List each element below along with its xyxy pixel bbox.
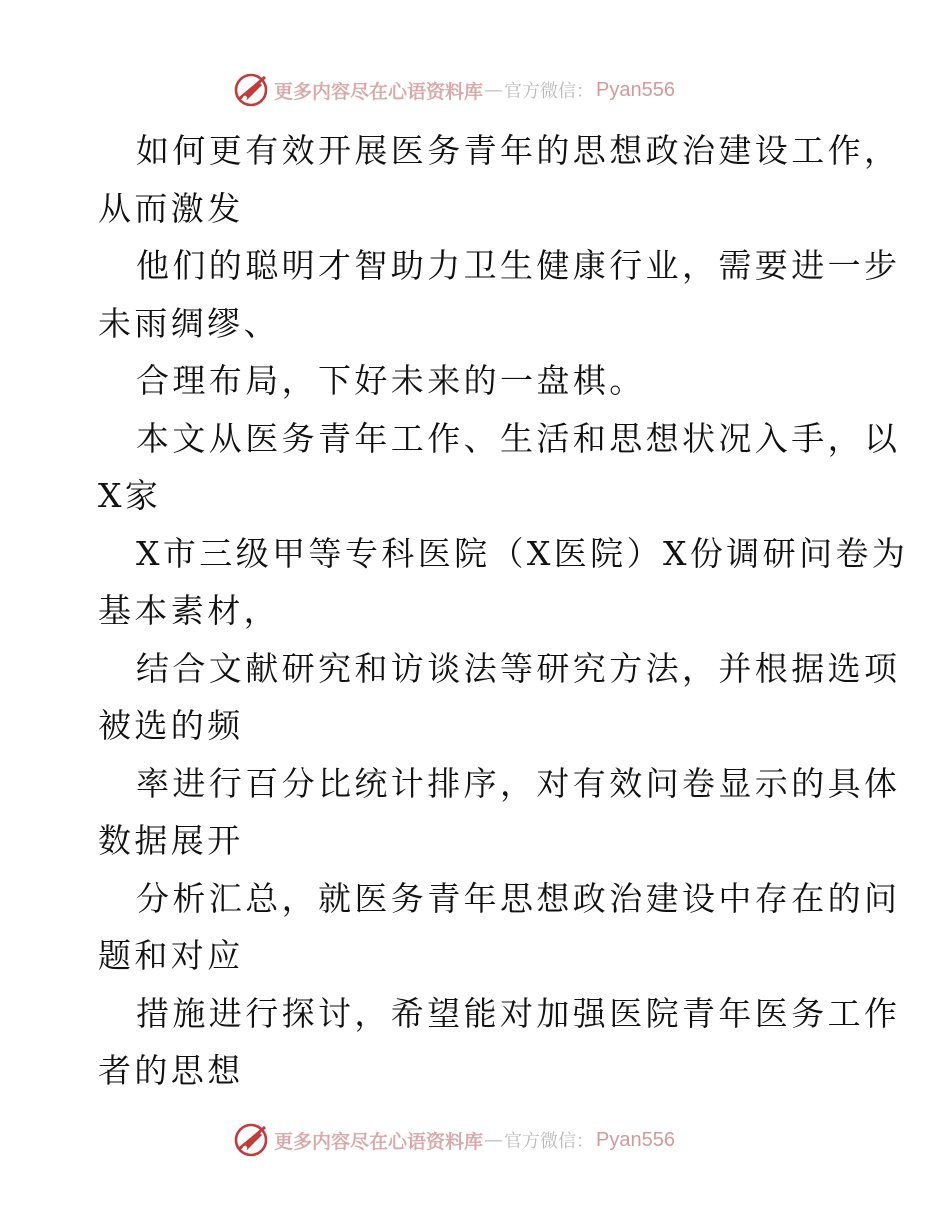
watermark-wechat-label: 官方微信： [504, 81, 595, 102]
footer-watermark [232, 1120, 675, 1160]
watermark-separator: — [484, 1129, 504, 1151]
text-line: 基本素材， [98, 591, 280, 630]
text-line: 者的思想 [98, 1051, 244, 1090]
watermark-wechat-id: Pyan556 [596, 78, 675, 101]
pen-logo-icon [232, 71, 270, 109]
header-watermark [232, 70, 675, 110]
text-line: X市三级甲等专科医院（X医院）X份调研问卷为 [136, 533, 909, 573]
text-line: 率进行百分比统计排序，对有效问卷显示的具体 [136, 763, 901, 803]
watermark-wechat-label: 官方微信： [504, 1131, 595, 1152]
watermark-separator: — [484, 79, 504, 101]
text-line: 未雨绸缪、 [98, 303, 280, 343]
text-line: 数据展开 [98, 821, 244, 860]
watermark-brand-text: 更多内容尽在心语资料库 [274, 1130, 484, 1153]
text-line: 题和对应 [98, 936, 244, 975]
text-line: X家 [98, 476, 162, 515]
text-line: 本文从医务青年工作、生活和思想状况入手，以 [136, 418, 901, 458]
text-line: 如何更有效开展医务青年的思想政治建设工作， [136, 131, 901, 170]
text-line: 从而激发 [98, 188, 244, 228]
text-line: 他们的聪明才智助力卫生健康行业，需要进一步 [136, 246, 901, 285]
text-line: 被选的频 [98, 706, 244, 745]
document-body [98, 122, 909, 1100]
pen-logo-icon [232, 1121, 270, 1159]
text-line: 分析汇总，就医务青年思想政治建设中存在的问 [136, 878, 901, 918]
text-line: 合理布局，下好未来的一盘棋。 [136, 361, 646, 400]
text-line: 结合文献研究和访谈法等研究方法，并根据选项 [136, 648, 901, 688]
watermark-brand-text: 更多内容尽在心语资料库 [274, 80, 484, 103]
text-line: 措施进行探讨，希望能对加强医院青年医务工作 [136, 993, 901, 1033]
watermark-wechat-id: Pyan556 [596, 1128, 675, 1151]
